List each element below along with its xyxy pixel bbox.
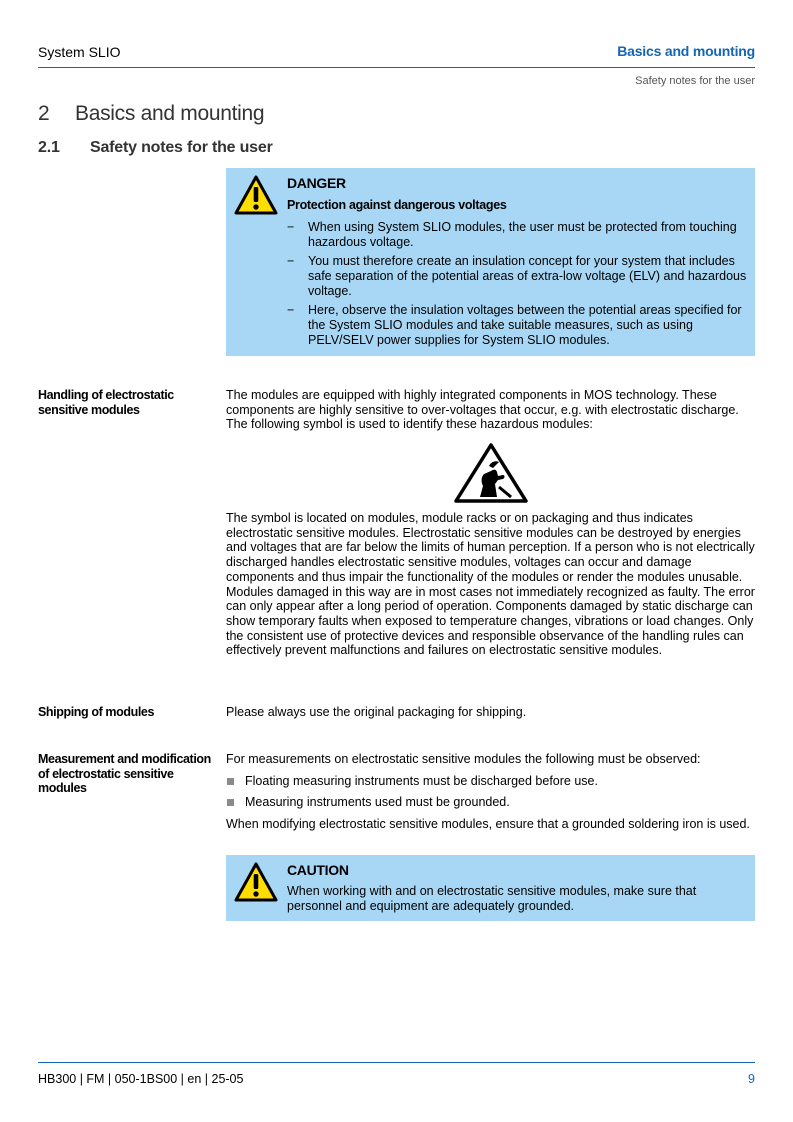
caution-text: When working with and on electrostatic sensitive modules, make sure that personnel and equipment are adequately grounded. — [287, 884, 697, 913]
header-chapter: Basics and mounting — [617, 43, 755, 59]
measurement-bullets — [226, 774, 756, 816]
esd-intro: The modules are equipped with highly integrated components in MOS technology. These components are highly sensitive to over-voltages that occur, e.g. with electrostatic discharge. The following symbol is used to identify these hazardous modules: — [226, 388, 739, 432]
caution-notice — [226, 855, 755, 921]
header-divider — [38, 67, 755, 68]
footer-doc-id: HB300 | FM | 050-1BS00 | en | 25-05 — [38, 1072, 244, 1086]
danger-item: − You must therefore create an insulation concept for your system that includes safe separation of the potential areas of extra-low voltage (ELV) and hazardous voltage. — [287, 254, 747, 299]
section-heading — [38, 139, 273, 157]
warning-triangle-icon — [234, 862, 278, 902]
list-item: Measuring instruments used must be grounded. — [226, 795, 756, 810]
danger-item: − Here, observe the insulation voltages between the potential areas specified for the System SLIO modules and take suitable measures, such as using PELV/SELV power supplies for System SLIO modules. — [287, 303, 747, 348]
page-number: 9 — [748, 1072, 755, 1086]
chapter-heading — [38, 102, 264, 126]
esd-warning-icon — [453, 442, 529, 504]
danger-item: − When using System SLIO modules, the user must be protected from touching hazardous voltage. — [287, 220, 747, 250]
esd-label: Handling of electrostatic sensitive modules — [38, 388, 174, 417]
shipping-text: Please always use the original packaging for shipping. — [226, 705, 527, 719]
caution-title: CAUTION — [287, 862, 349, 878]
footer-divider — [38, 1062, 755, 1063]
shipping-label: Shipping of modules — [38, 705, 155, 719]
esd-paragraph: The symbol is located on modules, module racks or on packaging and thus indicates electrostatic sensitive modules. Electrostatic sensitive modules can be destroyed by energies and voltages that are far below the limits of human perception. If a person who is not electrically discharged handles electrostatic sensitive modules, voltages can occur and damage components and thus impair the functionality of the modules or render the modules unusable. Modules damaged in this way are in most cases not immediately recognized as faulty. The error can only appear after a long period of operation. Components damaged by static discharge can show temporary faults when exposed to temperature changes, vibrations or load changes. Only the consistent use of protective devices and responsible observance of the handling rules can effectively prevent malfunctions and failures on electrostatic sensitive modules. — [226, 511, 755, 658]
measurement-intro: For measurements on electrostatic sensitive modules the following must be observed: — [226, 752, 701, 766]
danger-subtitle: Protection against dangerous voltages — [287, 198, 507, 212]
chapter-number: 2 — [38, 102, 50, 125]
header-product: System SLIO — [38, 44, 121, 60]
measurement-label: Measurement and modification of electrostatic sensitive modules — [38, 752, 211, 795]
section-number: 2.1 — [38, 139, 60, 156]
chapter-title: Basics and mounting — [75, 102, 265, 125]
danger-list — [287, 220, 747, 352]
section-title: Safety notes for the user — [90, 139, 273, 156]
warning-triangle-icon — [234, 175, 278, 215]
danger-notice — [226, 168, 755, 356]
list-item: Floating measuring instruments must be discharged before use. — [226, 774, 756, 789]
header-section: Safety notes for the user — [635, 75, 755, 87]
danger-title: DANGER — [287, 175, 346, 191]
measurement-outro: When modifying electrostatic sensitive modules, ensure that a grounded soldering iron is used. — [226, 817, 750, 831]
